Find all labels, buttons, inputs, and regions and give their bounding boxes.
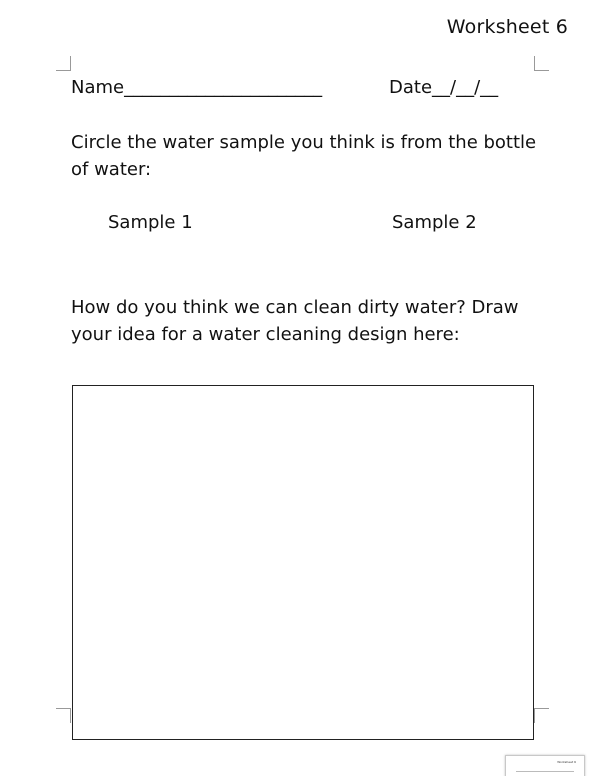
name-field: Name______________________ xyxy=(71,77,323,98)
crop-mark-bottom-left xyxy=(56,708,71,723)
crop-mark-bottom-right xyxy=(534,708,549,723)
date-field: Date__/__/__ xyxy=(389,77,499,98)
crop-mark-top-right xyxy=(534,56,549,71)
drawing-box xyxy=(72,385,534,740)
question-design-prompt: How do you think we can clean dirty water? Draw your idea for a water cleaning design here: xyxy=(71,297,519,345)
sample-2-label: Sample 2 xyxy=(392,212,477,233)
thumbnail-title: Worksheet 6 xyxy=(557,760,576,764)
sample-1-label: Sample 1 xyxy=(108,212,193,233)
worksheet-title: Worksheet 6 xyxy=(446,16,568,38)
thumbnail-line xyxy=(516,770,574,772)
crop-mark-top-left xyxy=(56,56,71,71)
question-circle-sample: Circle the water sample you think is from the bottle of water: xyxy=(71,132,537,180)
page-thumbnail[interactable] xyxy=(505,755,585,776)
